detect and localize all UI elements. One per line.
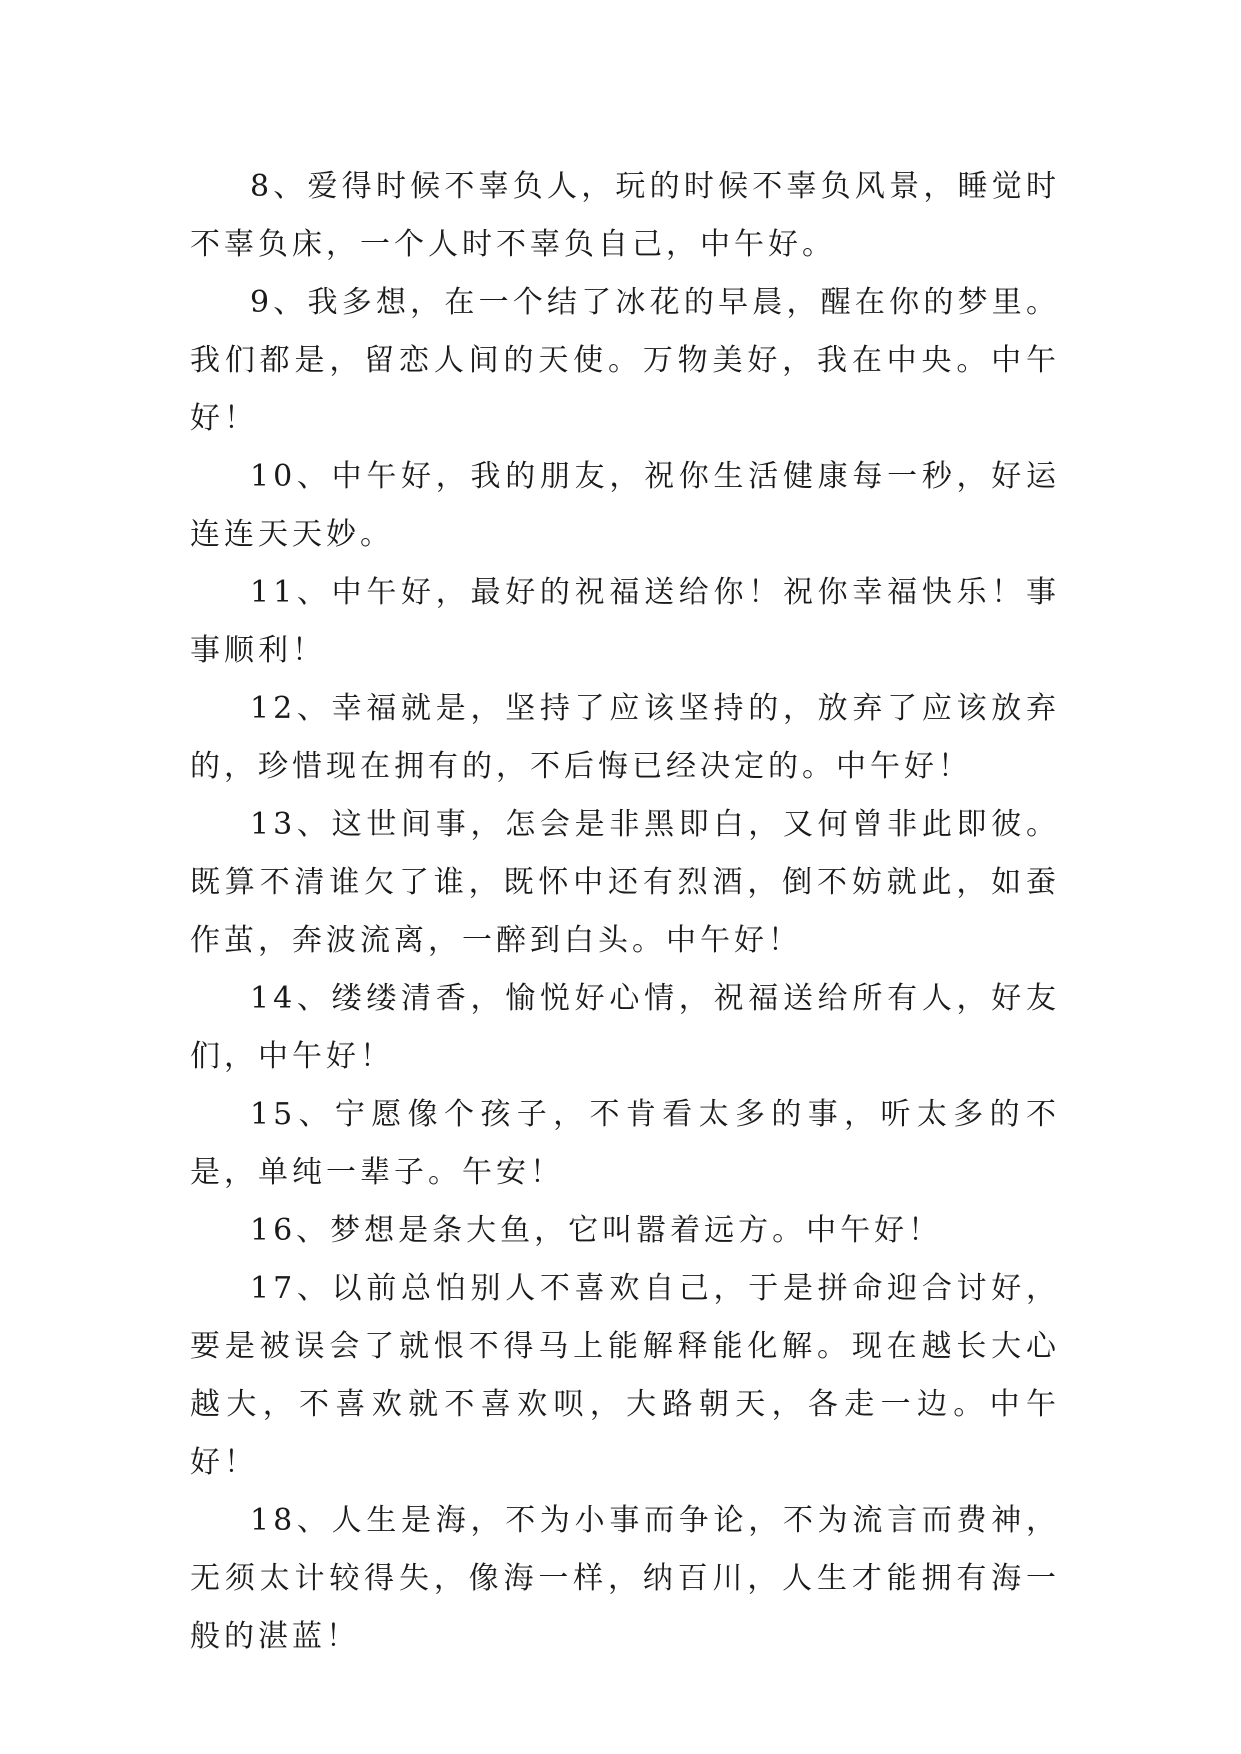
paragraph-9: 9、我多想，在一个结了冰花的早晨，醒在你的梦里。我们都是，留恋人间的天使。万物美好，我在中央。中午好！	[190, 285, 1060, 436]
paragraph-11: 11、中午好，最好的祝福送给你！祝你幸福快乐！事事顺利！	[190, 575, 1060, 668]
paragraph-12: 12、幸福就是，坚持了应该坚持的，放弃了应该放弃的，珍惜现在拥有的，不后悔已经决定的。中午好！	[190, 691, 1060, 784]
document-page	[190, 158, 1060, 1666]
paragraph-15: 15、宁愿像个孩子，不肯看太多的事，听太多的不是，单纯一辈子。午安！	[190, 1097, 1060, 1190]
paragraph-17: 17、以前总怕别人不喜欢自己，于是拼命迎合讨好，要是被误会了就恨不得马上能解释能化解。现在越长大心越大，不喜欢就不喜欢呗，大路朝天，各走一边。中午好！	[190, 1271, 1060, 1480]
paragraph-16: 16、梦想是条大鱼，它叫嚣着远方。中午好！	[250, 1213, 943, 1248]
paragraph-18: 18、人生是海，不为小事而争论，不为流言而费神，无须太计较得失，像海一样，纳百川，人生才能拥有海一般的湛蓝！	[190, 1503, 1060, 1654]
paragraph-10: 10、中午好，我的朋友，祝你生活健康每一秒，好运连连天天妙。	[190, 459, 1060, 552]
paragraph-13: 13、这世间事，怎会是非黑即白，又何曾非此即彼。既算不清谁欠了谁，既怀中还有烈酒，倒不妨就此，如蚕作茧，奔波流离，一醉到白头。中午好！	[190, 807, 1060, 958]
paragraph-8: 8、爱得时候不辜负人，玩的时候不辜负风景，睡觉时不辜负床，一个人时不辜负自己，中午好。	[190, 169, 1060, 262]
paragraph-14: 14、缕缕清香，愉悦好心情，祝福送给所有人，好友们，中午好！	[190, 981, 1060, 1074]
